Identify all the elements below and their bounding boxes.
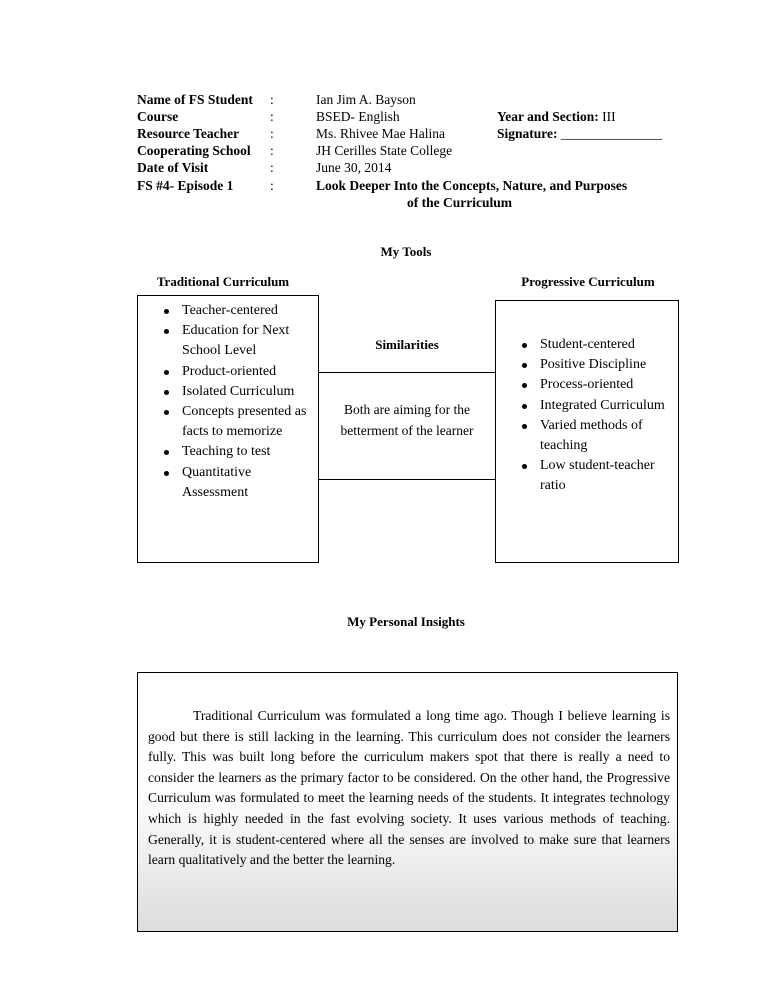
- tools-title: My Tools: [380, 244, 432, 259]
- student-value: Ian Jim A. Bayson: [316, 92, 416, 107]
- similarities-title: Similarities: [375, 337, 439, 352]
- course-label: Course: [137, 109, 179, 124]
- year-section-value: III: [602, 109, 616, 124]
- list-item: Quantitative Assessment: [154, 463, 314, 503]
- student-label: Name of FS Student: [137, 92, 253, 107]
- signature-line: _______________: [560, 126, 663, 141]
- insights-text: Traditional Curriculum was formulated a long time ago. Though I believe learning is good but there is still lacking in the learning. This curriculum does not consider the learners fully. This was built long before the curriculum makers spot that there is really a need to consider the learners as the primary factor to be considered. On the other hand, the Progressive Curriculum was formulated to meet the learning needs of the students. It integrates technology which is highly needed in the fast evolving society. It uses various methods of teaching. Generally, it is student-centered where all the senses are involved to make sure that learners learn qualitatively and the better the learning.: [148, 708, 670, 868]
- list-item: Positive Discipline: [512, 355, 674, 375]
- list-item: Education for Next School Level: [154, 321, 314, 361]
- teacher-value: Ms. Rhivee Mae Halina: [316, 126, 445, 141]
- traditional-box: [137, 295, 319, 563]
- date-value: June 30, 2014: [316, 160, 392, 175]
- similarities-text: Both are aiming for the betterment of the learner: [340, 402, 474, 438]
- signature: [497, 125, 662, 142]
- colon: :: [270, 160, 274, 175]
- colon: :: [270, 178, 274, 193]
- episode-title: Look Deeper Into the Concepts, Nature, and Purposes: [316, 178, 628, 193]
- year-section: [497, 108, 616, 125]
- list-item: Low student-teacher ratio: [512, 456, 674, 496]
- insights-box: [137, 672, 678, 932]
- list-item: Isolated Curriculum: [154, 382, 314, 402]
- course-value: BSED- English: [316, 109, 400, 124]
- insights-paragraph: [148, 706, 670, 871]
- school-label: Cooperating School: [137, 143, 251, 158]
- colon: :: [270, 92, 274, 107]
- episode-title-line2: of the Curriculum: [407, 195, 512, 210]
- insights-title: My Personal Insights: [347, 614, 465, 629]
- signature-label: Signature:: [497, 126, 558, 141]
- colon: :: [270, 143, 274, 158]
- colon: :: [270, 126, 274, 141]
- year-section-label: Year and Section:: [497, 109, 599, 124]
- list-item: Teaching to test: [154, 442, 314, 462]
- list-item: Varied methods of teaching: [512, 416, 674, 456]
- date-label: Date of Visit: [137, 160, 209, 175]
- list-item: Concepts presented as facts to memorize: [154, 402, 314, 442]
- progressive-list: [512, 335, 674, 497]
- traditional-list: [154, 301, 314, 503]
- school-value: JH Cerilles State College: [316, 143, 453, 158]
- teacher-label: Resource Teacher: [137, 126, 240, 141]
- list-item: Product-oriented: [154, 362, 314, 382]
- progressive-box: [495, 300, 679, 563]
- similarities-box: [318, 372, 496, 480]
- list-item: Integrated Curriculum: [512, 396, 674, 416]
- episode-label: FS #4- Episode 1: [137, 178, 234, 193]
- progressive-title: Progressive Curriculum: [521, 274, 655, 289]
- colon: :: [270, 109, 274, 124]
- traditional-title: Traditional Curriculum: [156, 274, 290, 289]
- list-item: Teacher-centered: [154, 301, 314, 321]
- list-item: Student-centered: [512, 335, 674, 355]
- list-item: Process-oriented: [512, 375, 674, 395]
